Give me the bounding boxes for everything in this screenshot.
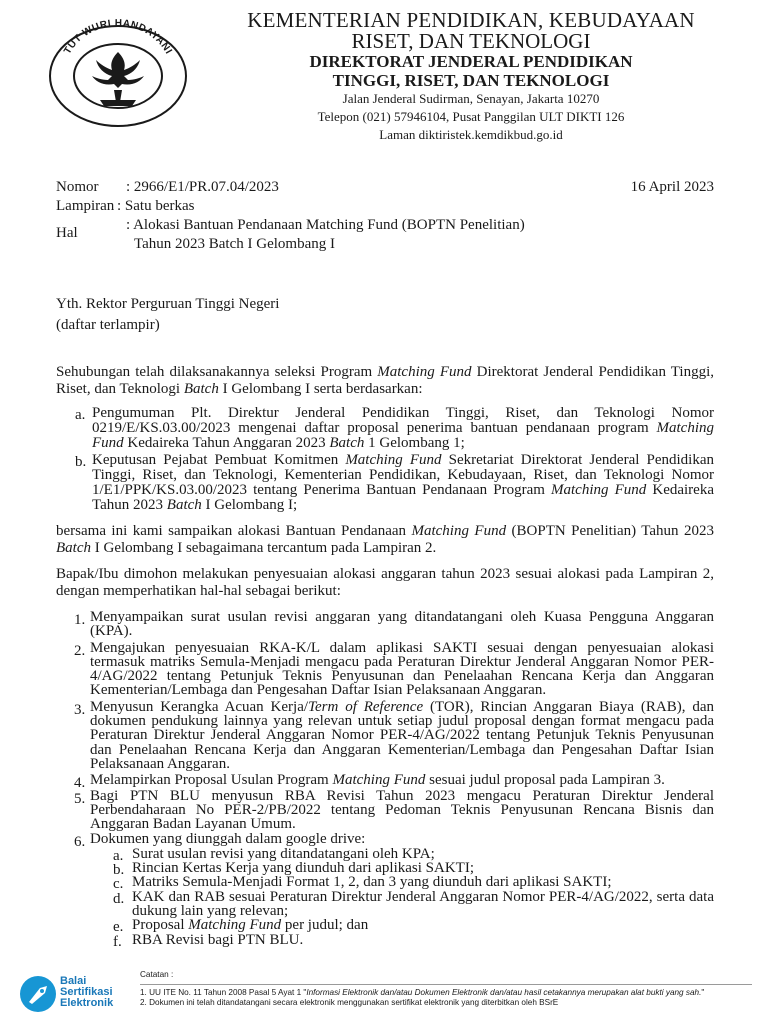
tut-wuri-handayani-logo (36, 14, 200, 132)
basis-a-text-3: 1 Gelombang 1; (364, 435, 465, 451)
directorate-name-line2: TINGGI, RISET, DAN TEKNOLOGI (332, 71, 610, 90)
footer-note-1 (140, 988, 752, 999)
intro-italic-2: Batch (183, 381, 219, 397)
step-2 (56, 641, 714, 698)
conveyance-italic-2: Batch (56, 540, 91, 556)
list-marker: 1. (74, 612, 86, 628)
drive-doc-e-italic-1: Matching Fund (188, 917, 282, 934)
basis-b-text-1: Keputusan Pejabat Pembuat Komitmen (92, 452, 346, 468)
letter-date: 16 April 2023 (630, 179, 714, 195)
step-3-text-1: Menyusun Kerangka Acuan Kerja/ (90, 698, 309, 715)
list-marker: 2. (74, 642, 86, 659)
list-marker: e. (113, 919, 124, 936)
bsre-name-line2: Sertifikasi (60, 986, 113, 998)
drive-doc-a (56, 845, 714, 864)
intro-italic-1: Matching Fund (377, 364, 472, 380)
step-5 (56, 789, 714, 832)
note1-italic: Informasi Elektronik dan/atau Dokumen Elektronik dan/atau hasil cetakannya merupakan alat bukti yang sah. (306, 987, 702, 997)
step-1 (56, 610, 714, 639)
step-5-text: Bagi PTN BLU menyusun RBA Revisi Tahun 2023 mengacu Peraturan Direktur Jenderal Perbendaharaan No PER-2/PB/2022 tentang Pedoman Teknis Penyusunan Rencana Bisnis dan Anggaran Badan Layanan Umum. (90, 787, 714, 833)
drive-doc-c (56, 874, 714, 893)
bsre-name-line1: Balai (60, 975, 87, 987)
list-marker: a. (75, 407, 86, 423)
office-address: Jalan Jenderal Sudirman, Senayan, Jakarta 10270 (342, 91, 600, 106)
nomor-value: : 2966/E1/PR.07.04/2023 (126, 179, 279, 195)
intro-text-3: I Gelombang I serta berdasarkan: (218, 381, 423, 397)
drive-doc-c-text: Matriks Semula-Menjadi Format 1, 2, dan 3 yang diunduh dari aplikasi SAKTI; (132, 874, 612, 891)
basis-b-text-2: Sekretariat Direktorat Jenderal Pendidikan Tinggi, Riset, dan Teknologi, Kementerian Pendidikan, Kebudayaan, Riset, dan Teknologi Nomor 1/E1/PPK/KS.03.00/2023 tentang Penerima Bantuan Pendanaan Program (92, 452, 714, 498)
step-4 (56, 772, 714, 792)
list-marker: b. (113, 862, 125, 879)
footer-notes (140, 970, 752, 1009)
intro-text-2: Direktorat Jenderal Pendidikan Tinggi, Riset, dan Teknologi (56, 364, 714, 397)
drive-doc-b (56, 860, 714, 879)
drive-doc-e (56, 917, 714, 936)
hal-row (56, 216, 716, 254)
list-marker: 6. (74, 834, 86, 851)
note1-plain: 1. UU ITE No. 11 Tahun 2008 Pasal 5 Ayat 1 " (140, 987, 307, 997)
footer-note-2: 2. Dokumen ini telah ditandatangani secara elektronik menggunakan sertifikat elektronik yang diterbitkan oleh BSrE (140, 998, 559, 1007)
notes-title: Catatan : (140, 970, 174, 979)
basis-item-b (56, 453, 714, 513)
step-6-text: Dokumen yang diunggah dalam google drive: (90, 831, 366, 848)
step-4-text-2: sesuai judul proposal pada Lampiran 3. (425, 772, 665, 789)
step-3-text-2: (TOR), Rincian Anggaran Biaya (RAB), dan dokumen pendukung lainnya yang relevan untuk setiap judul proposal dengan format mengacu pada Peraturan Direktur Jenderal Anggaran Nomor PER-4/AG/2022 tentang Petunjuk Teknis Penyusunan dan Penelaahan Rencana Kerja dan Anggaran Kementerian/Lembaga dan Pengesahan Daftar Isian Pelaksanaan Anggaran. (90, 698, 714, 772)
list-marker: a. (113, 847, 124, 864)
drive-doc-d (56, 890, 714, 919)
lampiran-value: : Satu berkas (117, 198, 195, 214)
office-phone: Telepon (021) 57946104, Pusat Panggilan ULT DIKTI 126 (317, 109, 625, 124)
list-marker: c. (113, 876, 124, 893)
steps-list (56, 609, 714, 950)
basis-a-italic-1: Matching Fund (92, 420, 714, 451)
bsre-emblem-icon (20, 976, 56, 1012)
nomor-label: Nomor (56, 179, 99, 195)
bsre-name (60, 976, 113, 1009)
basis-a-text-2: Kedaireka Tahun Anggaran 2023 (123, 435, 330, 451)
step-3-italic-1: Term of Reference (308, 698, 424, 715)
note1-end: " (701, 987, 705, 997)
nomor-row (56, 178, 716, 197)
bsre-logo (20, 974, 130, 1018)
drive-doc-e-text-2: per judul; dan (281, 917, 369, 934)
basis-b-text-3: Kedaireka Tahun 2023 (92, 482, 714, 513)
lampiran-row (56, 197, 716, 216)
list-marker: 3. (74, 701, 86, 718)
request-paragraph: Bapak/Ibu dimohon melakukan penyesuaian alokasi anggaran tahun 2023 sesuai alokasi pada Lampiran 2, dengan memperhatikan hal-hal sebagai berikut: (56, 566, 714, 599)
step-1-text: Menyampaikan surat usulan revisi anggaran yang ditandatangani oleh Kuasa Pengguna Anggaran (KPA). (90, 609, 714, 640)
step-3 (56, 700, 714, 771)
svg-text:TUT WURI HANDAYANI (62, 18, 174, 56)
hal-label: Hal (56, 225, 78, 241)
hal-value-line2: Tahun 2023 Batch I Gelombang I (134, 236, 335, 252)
ministry-name-line1: KEMENTERIAN PENDIDIKAN, KEBUDAYAAN (247, 8, 695, 32)
drive-doc-d-text: KAK dan RAB sesuai Peraturan Direktur Jenderal Anggaran Nomor PER-4/AG/2022, serta data dukung lain yang relevan; (132, 888, 714, 919)
step-2-text: Mengajukan penyesuaian RKA-K/L dalam aplikasi SAKTI sesuai dengan penyesuaian alokasi termasuk matriks Semula-Menjadi mengacu pada Peraturan Direktur Jenderal Anggaran Nomor PER-4/AG/2022 tentang Petunjuk Teknis Penyusunan dan Penelaahan Rencana Kerja dan Anggaran Kementerian/Lembaga dan Pengesahan Daftar Isian Pelaksanaan Anggaran. (90, 639, 714, 699)
conveyance-paragraph (56, 523, 714, 557)
hal-value (126, 216, 525, 254)
bsre-name-line3: Elektronik (60, 997, 114, 1009)
basis-a-text-1: Pengumuman Plt. Direktur Jenderal Pendidikan Tinggi, Riset, dan Teknologi Nomor 0219/E/KS.03.00/2023 mengenai daftar proposal penerima bantuan pendanaan program (92, 405, 714, 436)
conveyance-text-2: (BOPTN Penelitian) Tahun 2023 (506, 523, 714, 539)
ministry-name-line2: RISET, DAN TEKNOLOGI (351, 29, 591, 53)
recipient-line1: Yth. Rektor Perguruan Tinggi Negeri (56, 296, 280, 312)
basis-item-a (56, 406, 714, 451)
list-marker: 4. (74, 775, 86, 792)
basis-a-italic-2: Batch (329, 435, 365, 451)
office-website: Laman diktiristek.kemdikbud.go.id (379, 127, 563, 142)
drive-doc-b-text: Rincian Kertas Kerja yang diunduh dari aplikasi SAKTI; (132, 860, 474, 877)
basis-b-italic-2: Matching Fund (551, 482, 647, 498)
intro-text-1: Sehubungan telah dilaksanakannya seleksi Program (56, 364, 378, 380)
directorate-name-line1: DIREKTORAT JENDERAL PENDIDIKAN (309, 52, 633, 71)
basis-list (56, 406, 714, 513)
lampiran-label: Lampiran (56, 198, 115, 214)
list-marker: d. (113, 890, 125, 907)
letter-meta (56, 178, 716, 254)
conveyance-text-1: bersama ini kami sampaikan alokasi Bantuan Pendanaan (56, 523, 412, 539)
conveyance-italic-1: Matching Fund (411, 523, 507, 539)
hal-value-line1: : Alokasi Bantuan Pendanaan Matching Fund (BOPTN Penelitian) (126, 217, 525, 233)
step-4-italic-1: Matching Fund (332, 772, 426, 789)
drive-doc-a-text: Surat usulan revisi yang ditandatangani oleh KPA; (132, 845, 435, 862)
drive-doc-e-text-1: Proposal (132, 917, 189, 934)
recipient-line2: (daftar terlampir) (56, 317, 160, 333)
intro-paragraph (56, 364, 714, 398)
basis-b-italic-3: Batch (166, 497, 202, 513)
basis-b-text-4: I Gelombang I; (201, 497, 298, 513)
recipient-block (56, 294, 279, 336)
list-marker: b. (75, 454, 87, 470)
logo-motto: TUT WURI HANDAYANI (62, 17, 174, 57)
drive-doc-f (56, 931, 714, 950)
step-6 (56, 831, 714, 851)
step-4-text-1: Melampirkan Proposal Usulan Program (90, 772, 333, 789)
list-marker: f. (113, 933, 122, 950)
list-marker: 5. (74, 790, 86, 807)
letterhead-text (215, 10, 727, 144)
conveyance-text-3: I Gelombang I sebagaimana tercantum pada Lampiran 2. (91, 540, 437, 556)
notes-divider (140, 984, 752, 985)
basis-b-italic-1: Matching Fund (345, 452, 442, 468)
drive-doc-f-text: RBA Revisi bagi PTN BLU. (132, 931, 304, 948)
